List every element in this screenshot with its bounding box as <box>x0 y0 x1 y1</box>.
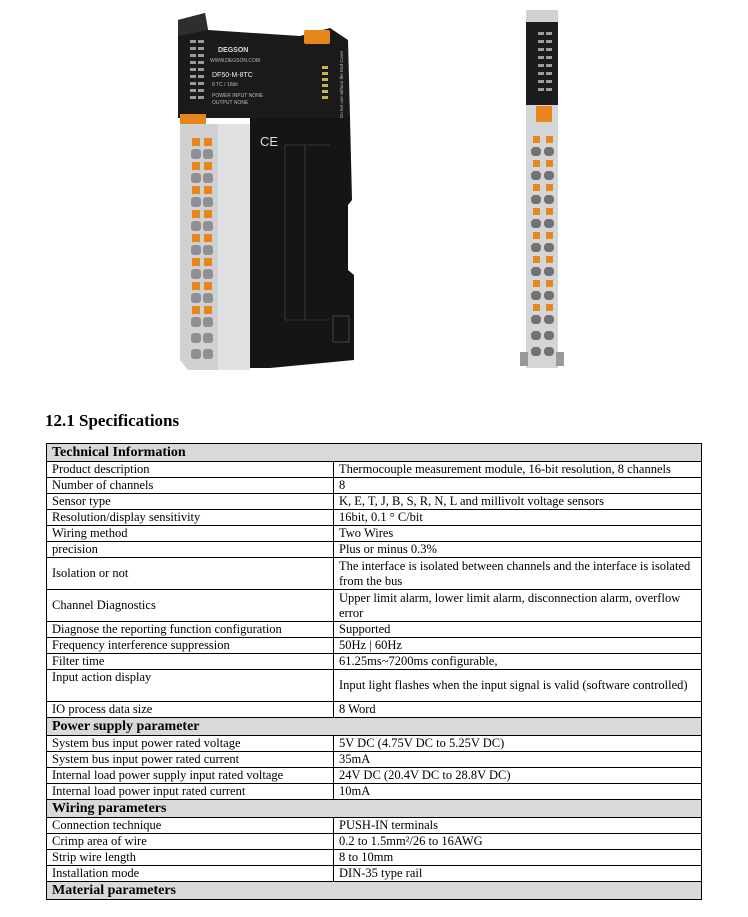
table-row <box>47 462 702 478</box>
spec-label: Product description <box>47 462 334 478</box>
spec-value: 0.2 to 1.5mm²/26 to 16AWG <box>334 834 702 850</box>
table-row <box>47 850 702 866</box>
spec-value: Two Wires <box>334 526 702 542</box>
table-row <box>47 590 702 622</box>
spec-label: Sensor type <box>47 494 334 510</box>
spec-label: Strip wire length <box>47 850 334 866</box>
table-row <box>47 670 702 702</box>
spec-label: Crimp area of wire <box>47 834 334 850</box>
side-note-text: Do not use without the End Cover <box>339 50 344 118</box>
spec-value: 5V DC (4.75V DC to 5.25V DC) <box>334 736 702 752</box>
brand-logo-text: DEGSON <box>218 47 249 54</box>
spec-value: Input light flashes when the input signal is valid (software controlled) <box>334 670 702 702</box>
spec-label: Installation mode <box>47 866 334 882</box>
spec-label: Isolation or not <box>47 558 334 590</box>
table-row <box>47 622 702 638</box>
spec-value: 8 to 10mm <box>334 850 702 866</box>
table-row <box>47 526 702 542</box>
power-text-2: OUTPUT NONE <box>212 100 249 106</box>
table-row <box>47 768 702 784</box>
spec-value: 10mA <box>334 784 702 800</box>
spec-label: Input action display <box>47 670 334 702</box>
spec-label: Resolution/display sensitivity <box>47 510 334 526</box>
spec-label: Filter time <box>47 654 334 670</box>
section-header-row <box>47 800 702 818</box>
section-title: 12.1 Specifications <box>45 411 180 430</box>
section-header-row <box>47 718 702 736</box>
table-row <box>47 478 702 494</box>
section-header: Wiring parameters <box>47 800 702 818</box>
spec-label: Diagnose the reporting function configuration <box>47 622 334 638</box>
table-row <box>47 558 702 590</box>
spec-label: Connection technique <box>47 818 334 834</box>
spec-label: Internal load power supply input rated voltage <box>47 768 334 784</box>
spec-value: 35mA <box>334 752 702 768</box>
table-row <box>47 542 702 558</box>
power-text-1: POWER INPUT NONE <box>212 93 264 99</box>
spec-label: IO process data size <box>47 702 334 718</box>
spec-label: Internal load power input rated current <box>47 784 334 800</box>
ce-mark: CE <box>260 134 279 149</box>
spec-value: 24V DC (20.4V DC to 28.8V DC) <box>334 768 702 784</box>
table-row <box>47 494 702 510</box>
product-photos <box>0 0 748 400</box>
spec-label: System bus input power rated current <box>47 752 334 768</box>
spec-value: 8 Word <box>334 702 702 718</box>
table-row <box>47 752 702 768</box>
spec-label: Frequency interference suppression <box>47 638 334 654</box>
spec-value: 50Hz | 60Hz <box>334 638 702 654</box>
spec-value: 16bit, 0.1 ° C/bit <box>334 510 702 526</box>
product-illustration <box>0 0 748 400</box>
section-header-row <box>47 882 702 900</box>
spec-value: Plus or minus 0.3% <box>334 542 702 558</box>
section-header-row <box>47 444 702 462</box>
website-text: WWW.DEGSON.COM <box>210 58 260 64</box>
table-row <box>47 866 702 882</box>
specifications-table <box>46 443 702 900</box>
table-row <box>47 702 702 718</box>
model-text: DF50-M-8TC <box>212 72 253 79</box>
spec-value: DIN-35 type rail <box>334 866 702 882</box>
table-row <box>47 654 702 670</box>
spec-label: Channel Diagnostics <box>47 590 334 622</box>
spec-label: Number of channels <box>47 478 334 494</box>
spec-value: 61.25ms~7200ms configurable, <box>334 654 702 670</box>
spec-value: 8 <box>334 478 702 494</box>
table-row <box>47 638 702 654</box>
model-subtitle-text: 8 TC / 16bit <box>212 82 238 88</box>
spec-label: precision <box>47 542 334 558</box>
spec-value: Thermocouple measurement module, 16-bit resolution, 8 channels <box>334 462 702 478</box>
spec-value: Supported <box>334 622 702 638</box>
section-header: Power supply parameter <box>47 718 702 736</box>
spec-value: K, E, T, J, B, S, R, N, L and millivolt voltage sensors <box>334 494 702 510</box>
spec-label: Wiring method <box>47 526 334 542</box>
table-row <box>47 784 702 800</box>
spec-label: System bus input power rated voltage <box>47 736 334 752</box>
table-row <box>47 834 702 850</box>
spec-value: Upper limit alarm, lower limit alarm, disconnection alarm, overflow error <box>334 590 702 622</box>
table-row <box>47 510 702 526</box>
spec-value: The interface is isolated between channels and the interface is isolated from the bus <box>334 558 702 590</box>
module-side-view <box>520 10 564 368</box>
section-header: Material parameters <box>47 882 702 900</box>
table-row <box>47 736 702 752</box>
module-front-view <box>178 13 354 370</box>
table-row <box>47 818 702 834</box>
section-header: Technical Information <box>47 444 702 462</box>
spec-value: PUSH-IN terminals <box>334 818 702 834</box>
